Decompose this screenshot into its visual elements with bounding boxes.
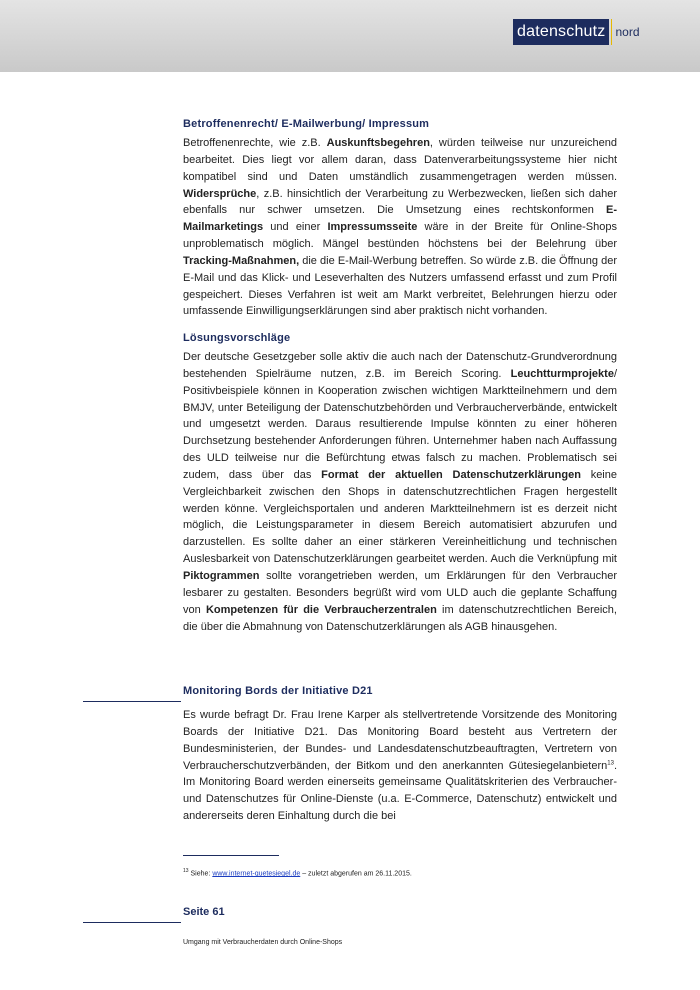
bold-term: Format der aktuellen Datenschutzerklärungen: [321, 468, 581, 481]
bold-term: Tracking-Maßnahmen,: [183, 254, 300, 267]
footnote-number: 13: [183, 868, 189, 874]
text-run: Es wurde befragt Dr. Frau Irene Karper als stellvertretende Vorsitzende des Monitoring Boards der Initiative D21. Das Monitoring Board besteht aus Vertretern der Bundesministerien, der Bundes- und Landesdatenschutzbeauftragten, Vertretern von Verbraucherschutzverbänden, der Bitkom und den anerkannten Gütesiegelanbietern: [183, 709, 617, 772]
footnote-suffix: – zuletzt abgerufen am 26.11.2015.: [300, 870, 412, 878]
bold-term: Leuchtturmprojekte: [510, 367, 614, 380]
text-run: Betroffenenrechte, wie z.B.: [183, 137, 327, 149]
logo-sub: nord: [615, 25, 640, 39]
text-run: . Im Monitoring Board werden einerseits gemeinsame Qualitätskriterien des Verbraucher- und Datenschutzes für Online-Dienste (u.a. E-Commerce, Datenschutz) entwickelt und andererseits deren Einhaltung durch die bei: [183, 759, 617, 823]
logo-main: datenschutz: [513, 19, 609, 45]
text-run: im datenschutzrechtlichen Bereich, die über die Abmahnung von Datenschutzerklärungen als AGB hinausgehen.: [183, 603, 617, 633]
text-run: / Positivbeispiele können in Kooperation zwischen wichtigen Marktteilnehmern und dem BMJV, unter Beteiligung der Datenschutzbehörden und Verbraucherverbände, entwickelt und umgesetzt werden. Daraus resultierende Impulse könnten zu einer höheren Durchsetzung bestehender Anforderungen führen. Unternehmer haben nach Auffassung des ULD teilweise nur die Befürchtung etwas falsch zu machen. Problematisch sei zudem, dass über das: [183, 367, 617, 481]
section-heading-loesungsvorschlaege: Lösungsvorschläge: [183, 332, 291, 344]
footnote-prefix: Siehe:: [188, 870, 213, 878]
bold-term: Piktogrammen: [183, 569, 260, 582]
bold-term: Impressumsseite: [327, 221, 418, 234]
section-heading-betroffenenrecht: Betroffenenrecht/ E-Mailwerbung/ Impressum: [183, 118, 430, 130]
text-run: und einer: [263, 221, 328, 234]
page-number: Seite 61: [183, 906, 225, 918]
footer-rule: [83, 922, 181, 923]
paragraph-monitoring-board: [183, 707, 617, 825]
paragraph-betroffenenrecht: [183, 135, 617, 320]
text-run: Der deutsche Gesetzgeber solle aktiv die auch nach der Datenschutz-Grundverordnung bestehenden Spielräume nutzen, z.B. im Bereich Scoring.: [183, 351, 617, 380]
text-run: wäre in der Breite für Online-Shops unproblematisch möglich. Mängel bestünden höchstens bei der Belehrung über: [183, 221, 617, 251]
logo: [513, 19, 640, 45]
paragraph-loesungsvorschlaege: [183, 349, 617, 635]
text-run: keine Vergleichbarkeit zwischen den Shops in datenschutzrechtlichen Fragen hergestellt werden könne. Vergleichsportalen und anderen Marktteilnehmern ist es derzeit nicht möglich, die Leistungsparameter in diesem Bereich automatisiert abzurufen und darzustellen. Es sollte daher an einer stärkeren Vereinheitlichung und technischen Auslesbarkeit von Datenschutzerklärungen gearbeitet werden. Auch die Verknüpfung mit: [183, 468, 617, 566]
bold-term: E-Mailmarketings: [183, 204, 617, 234]
section-rule: [83, 701, 181, 702]
bold-term: Widersprüche: [183, 187, 257, 200]
text-run: die die E-Mail-Werbung betreffen. So würde z.B. die Öffnung der E-Mail und das Klick- und Leseverhalten des Nutzers umfassend erfasst und zum Profil gespeichert. Dieses Verfahren ist weit am Markt verbreitet, Belehrungen hierzu oder umfassende Einwilligungserklärungen sind aber praktisch nicht vorhanden.: [183, 254, 617, 318]
footnote: [183, 868, 412, 877]
text-run: sollte vorangetrieben werden, um Erklärungen für den Verbraucher lesbarer zu gestalten. Besonders begrüßt wird vom ULD auch die geplante Schaffung von: [183, 569, 617, 616]
text-run: , würden teilweise nur unzureichend bearbeitet. Dies liegt vor allem daran, dass Datenverarbeitungssysteme hier nicht kompatibel sind und Daten umständlich zusammengetragen werden müssen.: [183, 137, 617, 183]
document-title: Umgang mit Verbraucherdaten durch Online-Shops: [183, 939, 343, 946]
text-run: , z.B. hinsichtlich der Verarbeitung zu Werbezwecken, ließen sich daher ebenfalls nur schwer umsetzen. Die Umsetzung eines rechtskonformen: [183, 187, 617, 217]
footnote-link[interactable]: www.internet-guetesiegel.de: [212, 870, 301, 878]
section-heading-monitoring-board: Monitoring Bords der Initiative D21: [183, 685, 373, 697]
bold-term: Kompetenzen für die Verbraucherzentralen: [205, 603, 437, 616]
footnote-reference[interactable]: 13: [607, 759, 614, 766]
bold-term: Auskunftsbegehren: [326, 137, 430, 149]
footnote-rule: [183, 855, 279, 856]
